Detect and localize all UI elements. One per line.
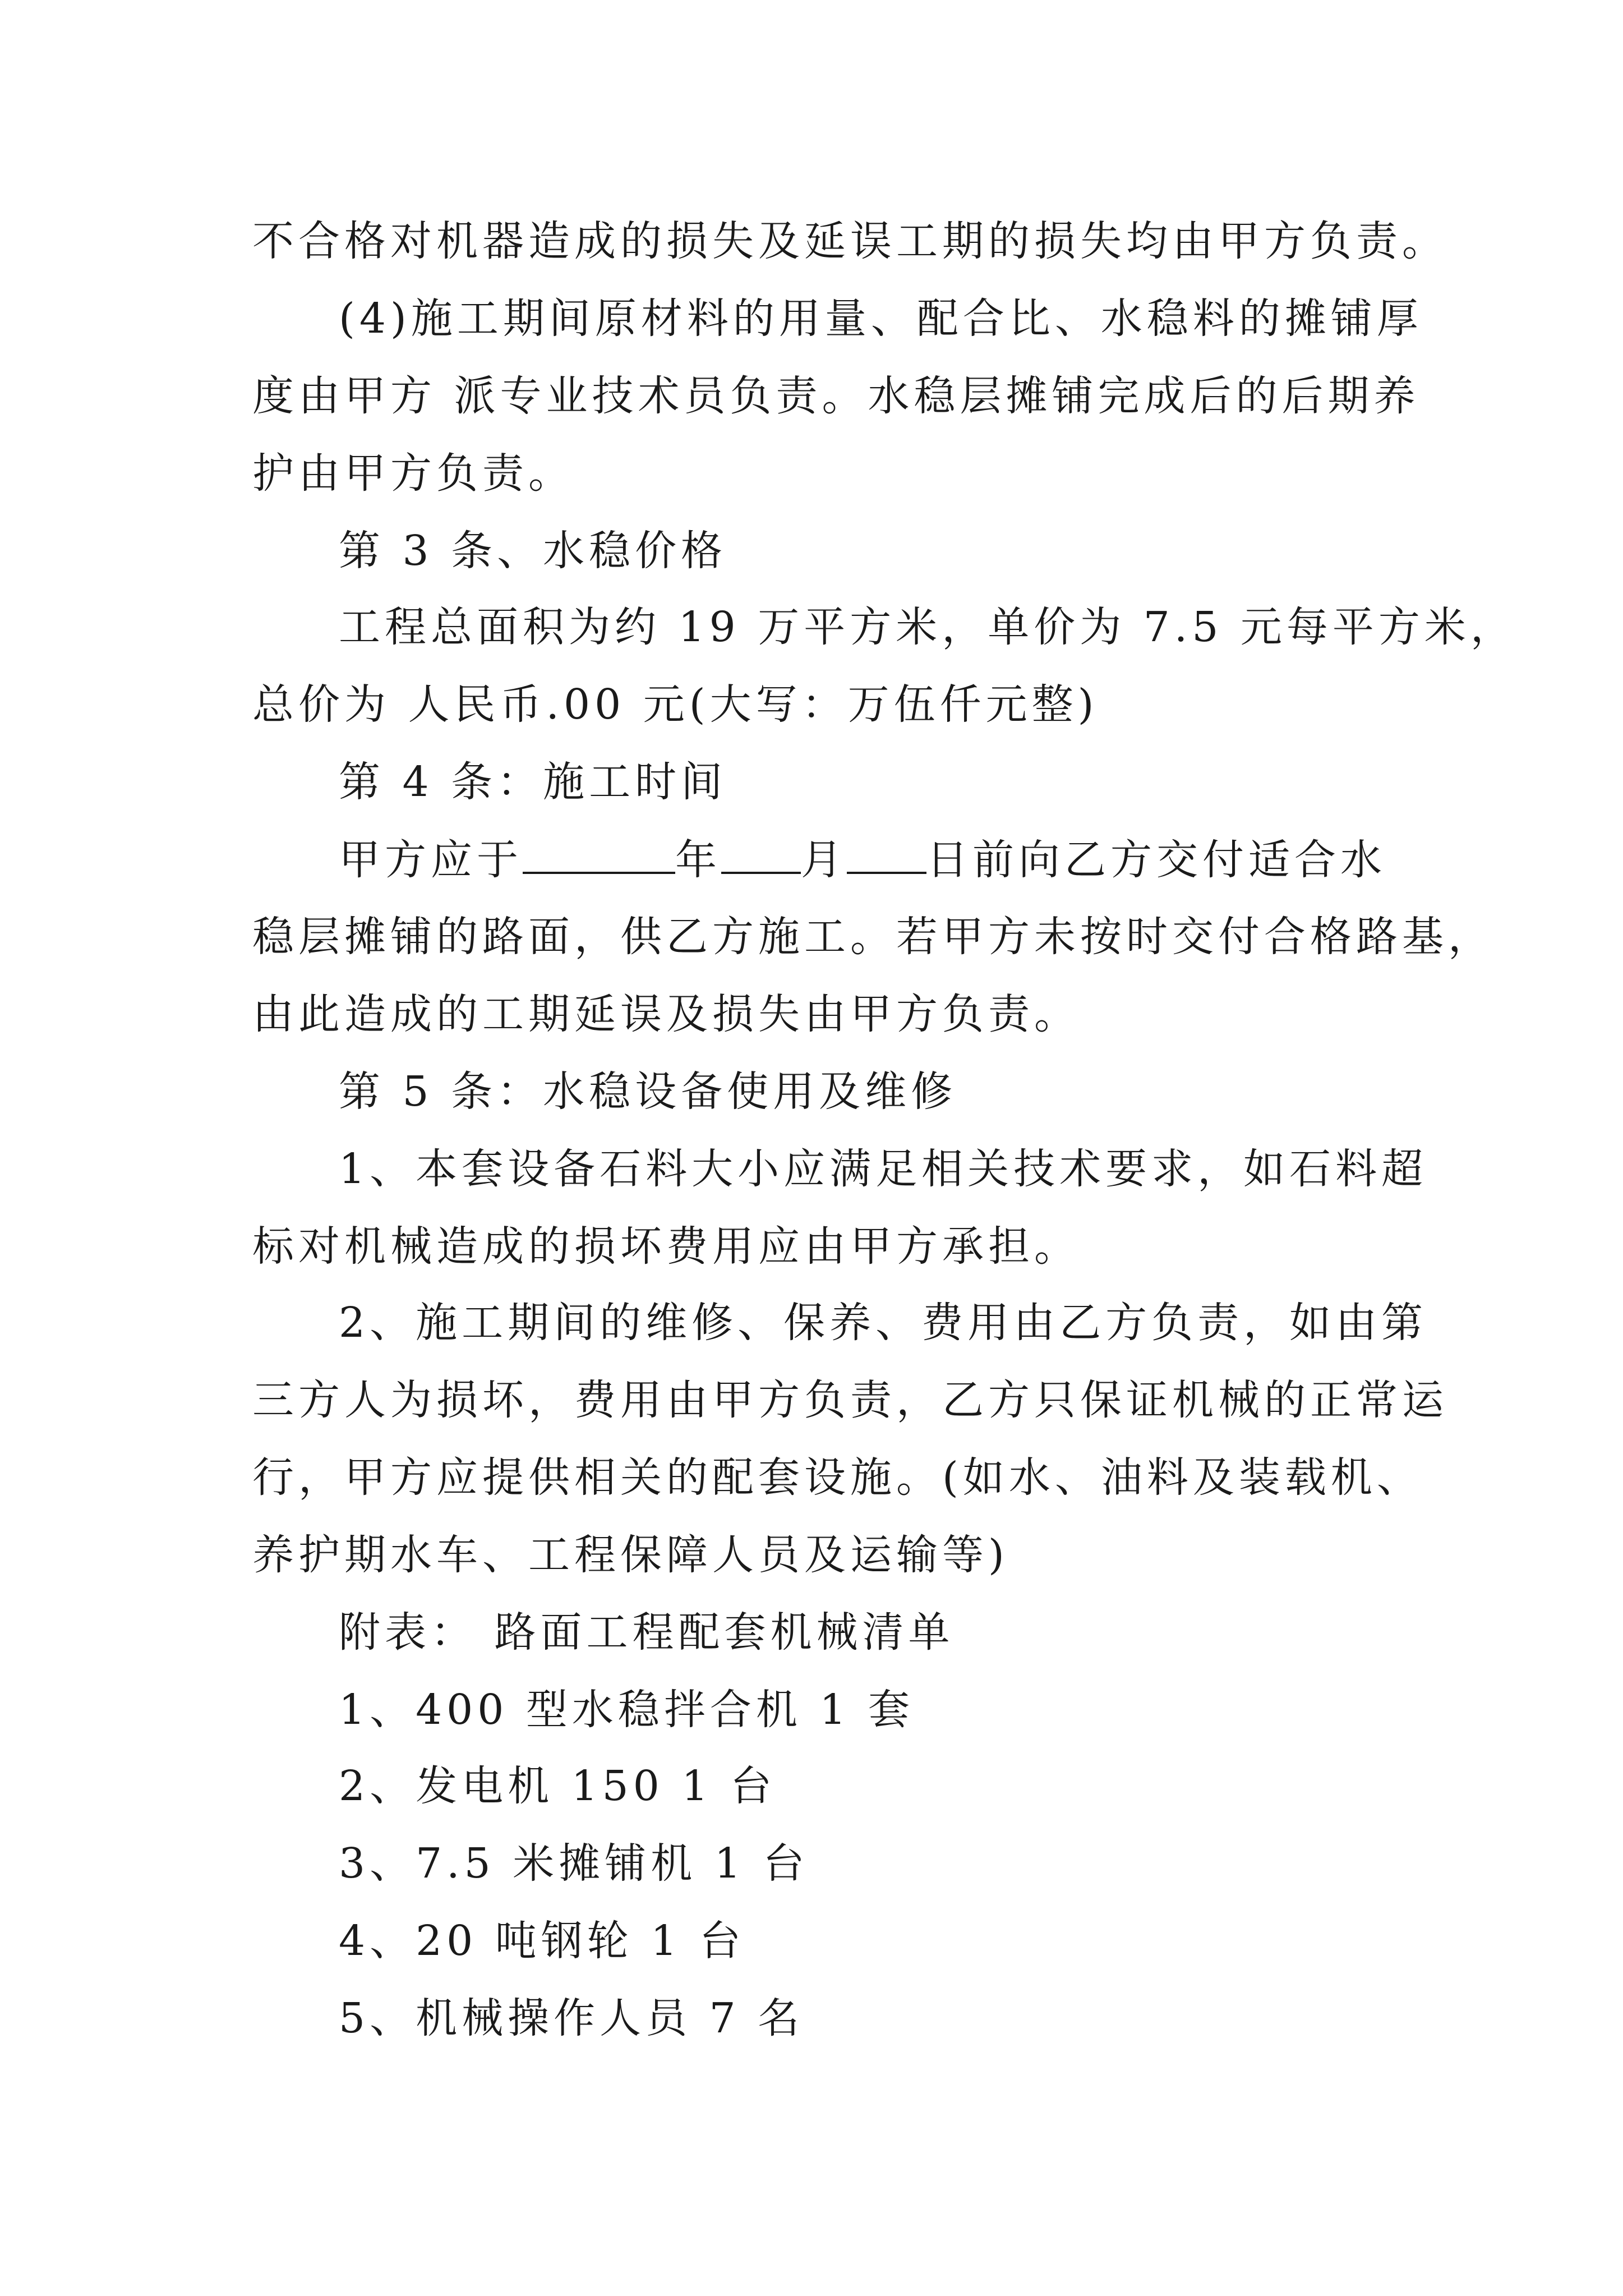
list-item: 5、机械操作人员 7 名 (339, 1994, 804, 2042)
paragraph-line: 护由甲方负责。 (252, 449, 574, 498)
month-blank (721, 831, 801, 874)
paragraph-line: 行，甲方应提供相关的配套设施。(如水、油料及装载机、 (252, 1453, 1423, 1502)
paragraph-line: 工程总面积为约 19 万平方米，单价为 7.5 元每平方米， (339, 603, 1516, 651)
paragraph-line: 度由甲方 派专业技术员负责。水稳层摊铺完成后的后期养 (252, 372, 1420, 420)
date-line (339, 831, 1386, 887)
appendix-heading: 附表： 路面工程配套机械清单 (339, 1608, 955, 1657)
section-heading: 第 4 条：施工时间 (339, 758, 727, 806)
date-prefix: 甲方应于 (339, 836, 523, 884)
paragraph-line: 三方人为损坏，费用由甲方负责，乙方只保证机械的正常运 (252, 1376, 1448, 1424)
year-label: 年 (675, 836, 721, 884)
year-blank (523, 831, 675, 874)
paragraph-line: 标对机械造成的损坏费用应由甲方承担。 (252, 1222, 1080, 1271)
list-item: 2、发电机 150 1 台 (339, 1762, 776, 1810)
paragraph-line: 2、施工期间的维修、保养、费用由乙方负责，如由第 (339, 1299, 1428, 1347)
paragraph-line: 总价为 人民币.00 元(大写：万伍仟元整) (252, 680, 1099, 729)
paragraph-line: 养护期水车、工程保障人员及运输等) (252, 1531, 1009, 1579)
month-label: 月 (801, 836, 847, 884)
paragraph-line: 稳层摊铺的路面，供乙方施工。若甲方未按时交付合格路基， (252, 913, 1494, 961)
list-item: 4、20 吨钢轮 1 台 (339, 1917, 745, 1965)
section-heading: 第 5 条：水稳设备使用及维修 (339, 1068, 957, 1116)
paragraph-line: 不合格对机器造成的损失及延误工期的损失均由甲方负责。 (252, 217, 1448, 265)
day-blank (847, 831, 926, 874)
paragraph-line: (4)施工期间原材料的用量、配合比、水稳料的摊铺厚 (339, 295, 1423, 343)
list-item: 1、400 型水稳拌合机 1 套 (339, 1686, 914, 1734)
paragraph-line: 1、本套设备石料大小应满足相关技术要求，如石料超 (339, 1145, 1428, 1193)
section-heading: 第 3 条、水稳价格 (339, 527, 727, 575)
paragraph-line: 由此造成的工期延误及损失由甲方负责。 (252, 990, 1080, 1038)
date-suffix: 日前向乙方交付适合水 (926, 836, 1386, 884)
list-item: 3、7.5 米摊铺机 1 台 (339, 1839, 809, 1888)
